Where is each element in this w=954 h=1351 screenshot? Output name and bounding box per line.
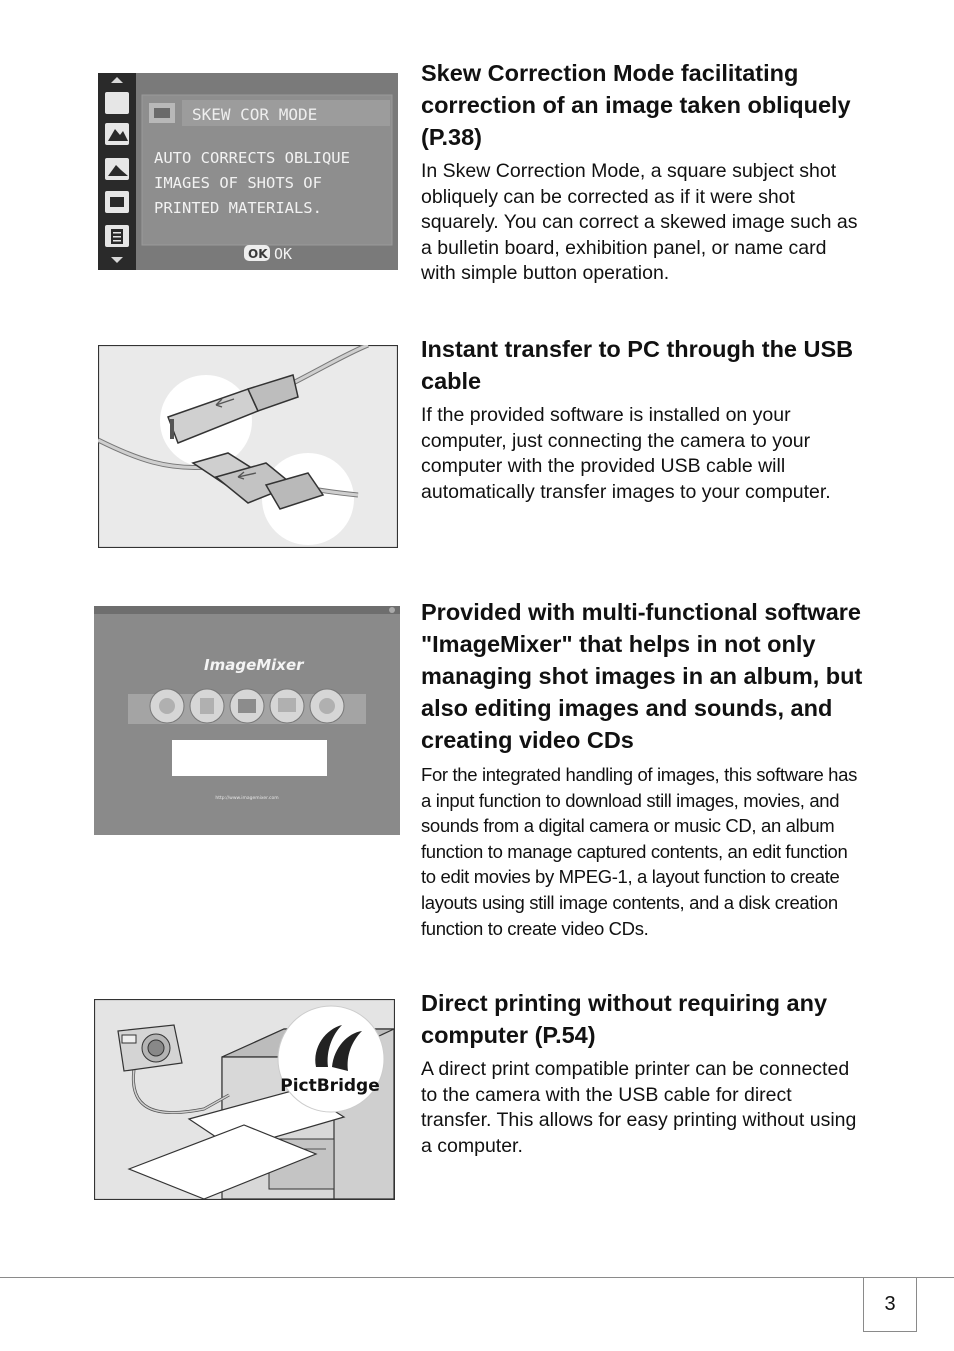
section-body: A direct print compatible printer can be connected to the camera with the USB cable for direct transfer. This allows for easy printing without using a computer. <box>421 1058 857 1157</box>
section-body: For the integrated handling of images, this software has a input function to download still images, movies, and sounds from a digital camera or music CD, an album function to manage captured contents, an edit function to edit movies by MPEG-1, a layout function to create layouts using still image contents, and a disk creation function to create video CDs. <box>421 764 857 939</box>
imagemixer-logo: ImageMixer <box>204 656 304 674</box>
camera-icon <box>118 1025 182 1071</box>
section-heading: Provided with multi-functional software "ImageMixer" that helps in not only managing shot images in an album, but also editing images and sounds, and creating video CDs <box>421 599 863 753</box>
skew-mode-line-3: PRINTED MATERIALS. <box>154 199 322 217</box>
direct-printing-section <box>421 987 866 1159</box>
section-heading: Skew Correction Mode facilitating correction of an image taken obliquely (P.38) <box>421 60 851 150</box>
usb-cable-illustration <box>98 345 398 548</box>
section-heading: Instant transfer to PC through the USB cable <box>421 336 854 394</box>
direct-printing-illustration <box>94 999 395 1200</box>
imagemixer-screen-image <box>94 606 400 835</box>
page-number: 3 <box>863 1277 917 1332</box>
imagemixer-function-icons <box>150 689 344 723</box>
section-body: In Skew Correction Mode, a square subject shot obliquely can be corrected as if it were shot squarely. You can correct a skewed image such as a bulletin board, exhibition panel, or name card with simple button operation. <box>421 160 858 285</box>
section-heading: Direct printing without requiring any computer (P.54) <box>421 990 828 1048</box>
skew-mode-line-2: IMAGES OF SHOTS OF <box>154 174 322 192</box>
pictbridge-logo: PictBridge <box>280 1076 380 1096</box>
ok-badge: OK <box>248 247 268 261</box>
ok-label: OK <box>274 245 293 263</box>
usb-transfer-section <box>421 333 866 505</box>
skew-correction-screen-image <box>98 73 398 270</box>
section-body: If the provided software is installed on your computer, just connecting the camera to your computer with the provided USB cable will automatically transfer images to your computer. <box>421 404 831 503</box>
imagemixer-section <box>421 596 866 941</box>
imagemixer-url: http://www.imagemixer.com <box>215 796 279 801</box>
footer-rule <box>0 1277 954 1278</box>
skew-mode-title: SKEW COR MODE <box>192 105 318 124</box>
skew-correction-section <box>421 57 866 287</box>
skew-mode-line-1: AUTO CORRECTS OBLIQUE <box>154 149 350 167</box>
